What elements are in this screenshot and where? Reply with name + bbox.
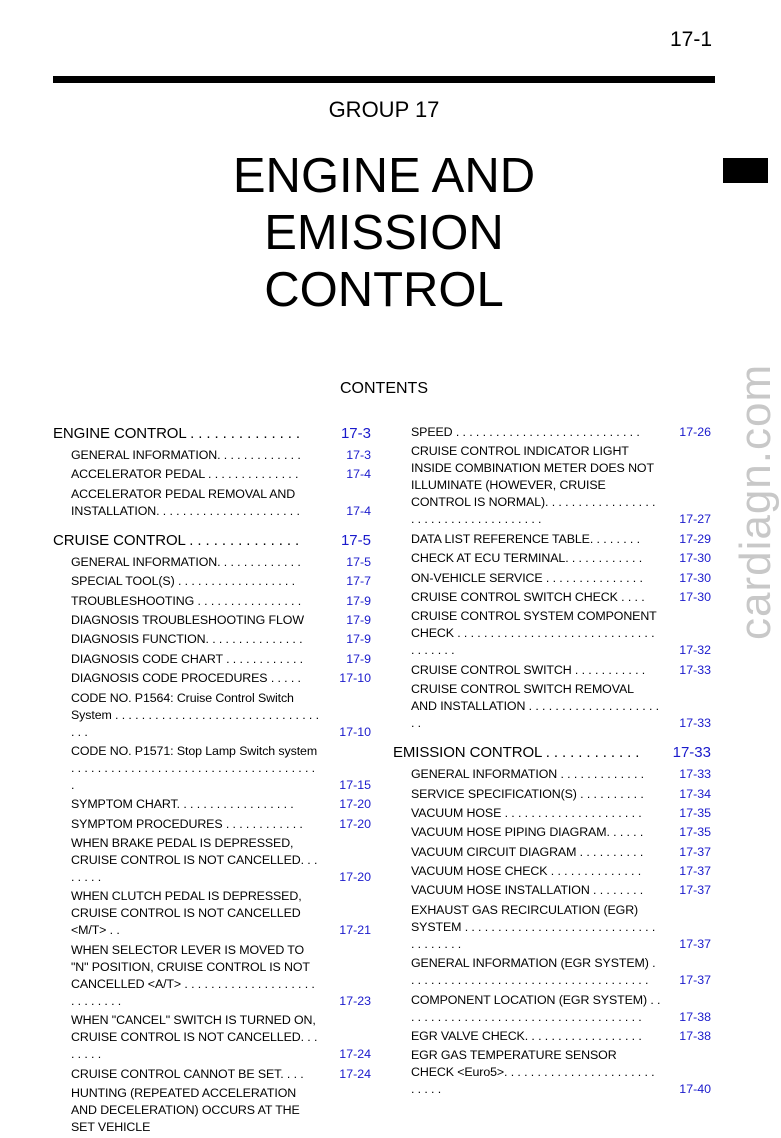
toc-section-heading[interactable]	[53, 531, 371, 551]
toc-entry[interactable]	[393, 786, 711, 803]
toc-page-link[interactable]: 17-9	[346, 612, 371, 627]
toc-entry-title: CRUISE CONTROL . . . . . . . . . . . . . .	[53, 531, 300, 549]
toc-entry-title: EXHAUST GAS RECIRCULATION (EGR) SYSTEM . . . . . . . . . . . . . . . . . . . . . . . . . . . . . . . . . . . . .	[411, 902, 656, 951]
header-rule	[53, 76, 715, 83]
toc-entry[interactable]	[53, 942, 371, 1010]
page-number: 17-1	[669, 28, 712, 51]
toc-page-link[interactable]: 17-24	[339, 1066, 371, 1081]
toc-entry-title: CRUISE CONTROL SWITCH REMOVAL AND INSTALLATION . . . . . . . . . . . . . . . . . . . . . .	[411, 682, 659, 731]
toc-entry-title: SPEED . . . . . . . . . . . . . . . . . . . . . . . . . . . .	[411, 425, 640, 439]
toc-entry-title: VACUUM HOSE INSTALLATION . . . . . . . .	[411, 883, 644, 898]
toc-page-link[interactable]: 17-3	[340, 425, 371, 442]
toc-entry[interactable]	[53, 486, 371, 520]
toc-entry[interactable]	[53, 554, 371, 571]
toc-entry-title: VACUUM HOSE . . . . . . . . . . . . . . . . . . . . .	[411, 805, 642, 820]
toc-entry[interactable]	[53, 651, 371, 668]
title-line: EMISSION	[264, 206, 504, 260]
toc-entry-title: ON-VEHICLE SERVICE . . . . . . . . . . . . . . .	[411, 570, 643, 585]
toc-page-link[interactable]: 17-35	[679, 805, 711, 820]
toc-right-column	[393, 424, 711, 1101]
toc-entry-title: SERVICE SPECIFICATION(S) . . . . . . . . . .	[411, 786, 644, 801]
title-line: CONTROL	[264, 263, 504, 317]
toc-entry-title: WHEN CLUTCH PEDAL IS DEPRESSED, CRUISE CONTROL IS NOT CANCELLED <M/T> . .	[71, 889, 302, 938]
toc-entry-title: SPECIAL TOOL(S) . . . . . . . . . . . . . . . . . .	[71, 574, 295, 589]
toc-page-link[interactable]: 17-38	[679, 1009, 711, 1024]
toc-entry[interactable]	[53, 593, 371, 610]
toc-entry[interactable]	[393, 882, 711, 899]
chapter-title	[0, 148, 768, 319]
toc-entry[interactable]	[393, 424, 711, 441]
toc-entry[interactable]	[53, 1066, 371, 1083]
toc-entry-title: ENGINE CONTROL . . . . . . . . . . . . . .	[53, 425, 300, 442]
toc-entry[interactable]	[53, 670, 371, 687]
toc-page-link[interactable]: 17-33	[672, 744, 711, 762]
toc-entry-title: CRUISE CONTROL SYSTEM COMPONENT CHECK . . . . . . . . . . . . . . . . . . . . . . . . . . . . . . . . . . . . .	[411, 609, 657, 658]
toc-page-link[interactable]: 17-21	[339, 923, 371, 938]
toc-entry-title: COMPONENT LOCATION (EGR SYSTEM) . . . . . . . . . . . . . . . . . . . . . . . . . . . . . . . . . . . . .	[411, 992, 661, 1024]
toc-entry[interactable]	[393, 443, 711, 528]
toc-entry[interactable]	[393, 681, 711, 732]
toc-page-link[interactable]: 17-37	[679, 936, 711, 951]
toc-entry[interactable]	[393, 608, 711, 659]
toc-page-link[interactable]: 17-33	[679, 662, 711, 677]
toc-entry[interactable]	[393, 863, 711, 880]
toc-entry[interactable]	[393, 824, 711, 841]
toc-entry[interactable]	[53, 796, 371, 813]
toc-page-link[interactable]: 17-40	[679, 1082, 711, 1097]
toc-page-link[interactable]: 17-37	[679, 864, 711, 879]
toc-page-link[interactable]: 17-4	[346, 467, 371, 482]
toc-entry-title: EGR VALVE CHECK. . . . . . . . . . . . . . . . . .	[411, 1029, 642, 1044]
toc-page-link[interactable]: 17-9	[346, 632, 371, 647]
toc-page-link[interactable]: 17-32	[679, 643, 711, 658]
toc-entry-title: TROUBLESHOOTING . . . . . . . . . . . . . . . .	[71, 593, 302, 608]
toc-page-link[interactable]: 17-3	[346, 448, 371, 462]
toc-entry-title: ACCELERATOR PEDAL REMOVAL AND INSTALLATION. . . . . . . . . . . . . . . . . . . . . .	[71, 486, 300, 518]
toc-entry[interactable]	[53, 690, 371, 741]
toc-entry[interactable]	[393, 805, 711, 822]
toc-entry[interactable]	[53, 466, 371, 483]
toc-page-link[interactable]: 17-33	[679, 767, 711, 782]
toc-entry-title: DIAGNOSIS TROUBLESHOOTING FLOW	[71, 612, 304, 627]
toc-entry[interactable]	[393, 902, 711, 953]
toc-entry-title: CHECK AT ECU TERMINAL. . . . . . . . . . . .	[411, 551, 643, 566]
toc-entry[interactable]	[393, 1047, 711, 1098]
toc-entry-title: VACUUM HOSE CHECK . . . . . . . . . . . . . .	[411, 864, 642, 879]
toc-page-link[interactable]: 17-37	[679, 844, 711, 859]
toc-page-link[interactable]: 17-15	[339, 777, 371, 792]
toc-entry[interactable]	[53, 1085, 371, 1136]
title-line: ENGINE AND	[232, 149, 536, 203]
toc-entry-title: DIAGNOSIS CODE CHART . . . . . . . . . . . .	[71, 651, 303, 666]
toc-entry-title: SYMPTOM PROCEDURES . . . . . . . . . . . .	[71, 816, 303, 831]
toc-entry[interactable]	[393, 844, 711, 861]
toc-page-link[interactable]: 17-10	[339, 671, 371, 686]
toc-entry-title: DATA LIST REFERENCE TABLE. . . . . . . .	[411, 531, 640, 546]
toc-page-link[interactable]: 17-9	[346, 593, 371, 608]
toc-page-link[interactable]: 17-7	[346, 574, 371, 589]
toc-entry[interactable]	[53, 835, 371, 886]
toc-page-link[interactable]: 17-29	[679, 531, 711, 546]
toc-entry-title: CRUISE CONTROL SWITCH CHECK . . . .	[411, 589, 645, 604]
toc-entry-title: CODE NO. P1564: Cruise Control Switch System . . . . . . . . . . . . . . . . . . . . . . . . . . . . . . . . . .	[71, 690, 319, 739]
toc-entry-title: HUNTING (REPEATED ACCELERATION AND DECELERATION) OCCURS AT THE SET VEHICLE	[71, 1086, 300, 1135]
toc-entry-title: CRUISE CONTROL INDICATOR LIGHT INSIDE COMBINATION METER DOES NOT ILLUMINATE (HOWEVER, CRUISE CONTROL IS NORMAL). . . . . . . . . . . . . . . . . . . . . . . . . . . . . . . . . . . . .	[411, 444, 656, 527]
toc-page-link[interactable]: 17-30	[679, 570, 711, 585]
toc-page-link[interactable]: 17-10	[339, 724, 371, 739]
toc-entry-title: DIAGNOSIS FUNCTION. . . . . . . . . . . . . . .	[71, 632, 303, 647]
toc-page-link[interactable]: 17-34	[679, 786, 711, 801]
toc-page-link[interactable]: 17-20	[339, 870, 371, 885]
toc-page-link[interactable]: 17-38	[679, 1029, 711, 1044]
toc-entry[interactable]	[393, 589, 711, 606]
toc-entry-title: GENERAL INFORMATION. . . . . . . . . . . . .	[71, 448, 301, 462]
toc-entry-title: WHEN BRAKE PEDAL IS DEPRESSED, CRUISE CONTROL IS NOT CANCELLED. . . . . . . .	[71, 836, 318, 885]
toc-entry[interactable]	[53, 816, 371, 833]
toc-page-link[interactable]: 17-26	[679, 425, 711, 439]
toc-entry-title: VACUUM CIRCUIT DIAGRAM . . . . . . . . . .	[411, 844, 644, 859]
toc-entry-title: VACUUM HOSE PIPING DIAGRAM. . . . . .	[411, 825, 644, 840]
toc-entry-title: WHEN "CANCEL" SWITCH IS TURNED ON, CRUISE CONTROL IS NOT CANCELLED. . . . . . . .	[71, 1013, 318, 1062]
toc-entry-title: GENERAL INFORMATION . . . . . . . . . . . . .	[411, 767, 645, 782]
toc-entry[interactable]	[53, 1012, 371, 1063]
toc-entry[interactable]	[53, 888, 371, 939]
toc-entry-title: EMISSION CONTROL . . . . . . . . . . . .	[393, 744, 640, 762]
toc-page-link[interactable]: 17-30	[679, 551, 711, 566]
toc-section-heading[interactable]	[53, 424, 371, 444]
toc-entry-title: WHEN SELECTOR LEVER IS MOVED TO "N" POSITION, CRUISE CONTROL IS NOT CANCELLED <A/T> . . . . . . . . . . . . . . . . . . . . . . . . . . . .	[71, 942, 315, 1008]
toc-section-heading[interactable]	[393, 743, 711, 763]
toc-page-link[interactable]: 17-23	[339, 993, 371, 1008]
toc-entry[interactable]	[393, 570, 711, 587]
toc-entry-title: EGR GAS TEMPERATURE SENSOR CHECK <Euro5>. . . . . . . . . . . . . . . . . . . . . . . . . . . .	[411, 1048, 655, 1097]
toc-entry[interactable]	[393, 766, 711, 783]
toc-page-link[interactable]: 17-37	[679, 883, 711, 898]
toc-entry-title: ACCELERATOR PEDAL . . . . . . . . . . . . . .	[71, 467, 299, 482]
toc-page-link[interactable]: 17-9	[346, 651, 371, 666]
toc-entry[interactable]	[53, 631, 371, 648]
toc-page-link[interactable]: 17-20	[339, 816, 371, 831]
toc-entry[interactable]	[53, 612, 371, 629]
toc-entry-title: CRUISE CONTROL SWITCH . . . . . . . . . . .	[411, 662, 646, 677]
toc-entry[interactable]	[53, 573, 371, 590]
toc-page-link[interactable]: 17-35	[679, 825, 711, 840]
toc-entry-title: CRUISE CONTROL CANNOT BE SET. . . .	[71, 1066, 304, 1081]
toc-entry[interactable]	[393, 992, 711, 1026]
toc-page-link[interactable]: 17-33	[679, 716, 711, 731]
toc-entry[interactable]	[393, 1028, 711, 1045]
toc-entry-title: CODE NO. P1571: Stop Lamp Switch system . . . . . . . . . . . . . . . . . . . . . . . . . . . . . . . . . . . . . .	[71, 743, 318, 792]
toc-entry[interactable]	[393, 662, 711, 679]
toc-page-link[interactable]: 17-37	[679, 973, 711, 988]
watermark: cardiagn.com	[731, 363, 780, 640]
toc-entry[interactable]	[53, 447, 371, 464]
toc-entry[interactable]	[393, 955, 711, 989]
toc-page-link[interactable]: 17-4	[346, 503, 371, 518]
toc-entry[interactable]	[53, 743, 371, 794]
toc-page-link[interactable]: 17-5	[346, 554, 371, 569]
contents-heading: CONTENTS	[340, 380, 428, 397]
toc-page-link[interactable]: 17-20	[339, 797, 371, 812]
toc-entry-title: SYMPTOM CHART. . . . . . . . . . . . . . . . . .	[71, 797, 294, 812]
toc-entry-title: DIAGNOSIS CODE PROCEDURES . . . . .	[71, 671, 301, 686]
toc-page-link[interactable]: 17-27	[679, 512, 711, 527]
group-label: GROUP 17	[328, 97, 440, 122]
toc-page-link[interactable]: 17-5	[340, 531, 371, 549]
toc-entry-title: GENERAL INFORMATION (EGR SYSTEM) . . . . . . . . . . . . . . . . . . . . . . . . . . . . . . . . . . . . .	[411, 956, 656, 988]
toc-page-link[interactable]: 17-30	[679, 589, 711, 604]
toc-left-column	[53, 424, 371, 1138]
toc-page-link[interactable]: 17-24	[339, 1047, 371, 1062]
toc-entry[interactable]	[393, 550, 711, 567]
toc-entry-title: GENERAL INFORMATION. . . . . . . . . . . . .	[71, 554, 301, 569]
toc-entry[interactable]	[393, 531, 711, 548]
